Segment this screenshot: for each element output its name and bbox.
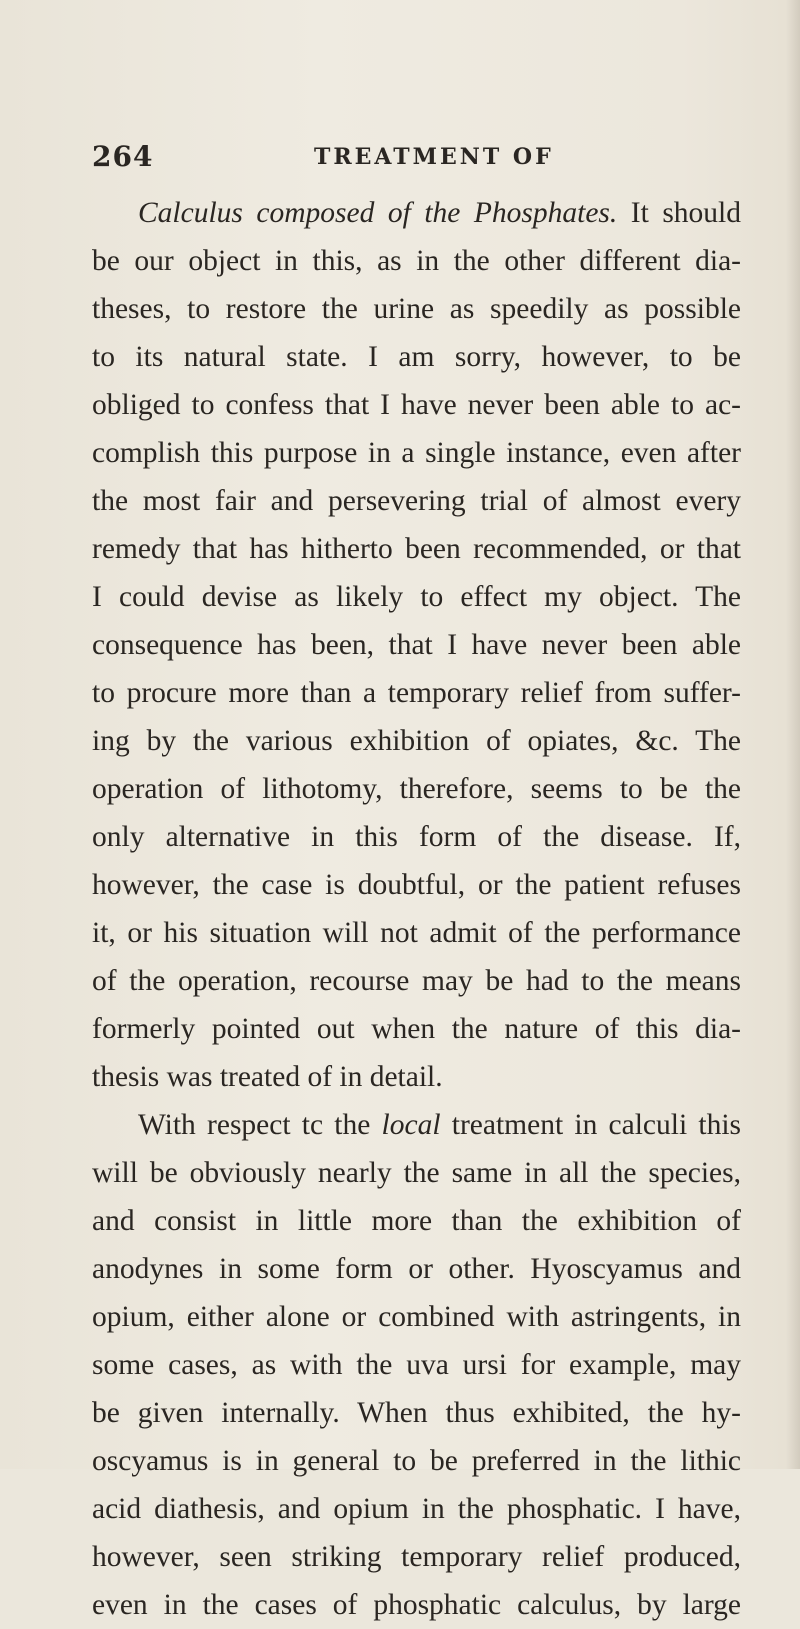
text-line: however, the case is doubtful, or the patient refuses bbox=[92, 869, 741, 901]
text-line: acid diathesis, and opium in the phosphatic. I have, bbox=[92, 1493, 741, 1525]
text-line: I could devise as likely to effect my object. The bbox=[92, 581, 741, 613]
text-line: obliged to confess that I have never been able to ac- bbox=[92, 389, 741, 421]
text-line: ing by the various exhibition of opiates, &c. The bbox=[92, 725, 741, 757]
text-line: consequence has been, that I have never been able bbox=[92, 629, 741, 661]
text-fragment: treatment in calculi this bbox=[451, 1109, 741, 1141]
text-line: theses, to restore the urine as speedily as possible bbox=[92, 293, 741, 325]
italic-word: local bbox=[381, 1109, 441, 1141]
paragraph-1-line-1 bbox=[92, 189, 741, 237]
text-fragment: It should bbox=[630, 197, 741, 229]
text-line: will be obviously nearly the same in all the species, bbox=[92, 1157, 741, 1189]
body-text bbox=[92, 189, 741, 1629]
text-line: of the operation, recourse may be had to the means bbox=[92, 965, 741, 997]
text-line: operation of lithotomy, therefore, seems to be the bbox=[92, 773, 741, 805]
text-line: only alternative in this form of the disease. If, bbox=[92, 821, 741, 853]
running-head bbox=[92, 140, 742, 180]
text-line: oscyamus is in general to be preferred in the lithic bbox=[92, 1445, 741, 1477]
text-line: it, or his situation will not admit of the performance bbox=[92, 917, 741, 949]
text-line: even in the cases of phosphatic calculus, by large bbox=[92, 1589, 741, 1621]
running-title: TREATMENT OF bbox=[314, 144, 554, 170]
text-line: anodynes in some form or other. Hyoscyamus and bbox=[92, 1253, 741, 1285]
text-line: formerly pointed out when the nature of this dia- bbox=[92, 1013, 741, 1045]
text-line: be our object in this, as in the other different dia- bbox=[92, 245, 741, 277]
page-number: 264 bbox=[92, 140, 154, 173]
text-line: be given internally. When thus exhibited, the hy- bbox=[92, 1397, 741, 1429]
text-line: opium, either alone or combined with astringents, in bbox=[92, 1301, 741, 1333]
text-fragment: With respect tc the bbox=[138, 1109, 371, 1141]
text-line: and consist in little more than the exhibition of bbox=[92, 1205, 741, 1237]
text-line: complish this purpose in a single instance, even after bbox=[92, 437, 741, 469]
text-line: to procure more than a temporary relief from suffer- bbox=[92, 677, 741, 709]
text-line: remedy that has hitherto been recommended, or that bbox=[92, 533, 741, 565]
text-line: to its natural state. I am sorry, however, to be bbox=[92, 341, 741, 373]
text-line: however, seen striking temporary relief produced, bbox=[92, 1541, 741, 1573]
page-edge-shadow bbox=[786, 0, 800, 1469]
text-line: the most fair and persevering trial of almost every bbox=[92, 485, 741, 517]
text-line: thesis was treated of in detail. bbox=[92, 1061, 443, 1093]
text-line: some cases, as with the uva ursi for example, may bbox=[92, 1349, 741, 1381]
section-heading: Calculus composed of the Phosphates. bbox=[138, 197, 618, 229]
paragraph-2-line-1 bbox=[92, 1101, 741, 1149]
